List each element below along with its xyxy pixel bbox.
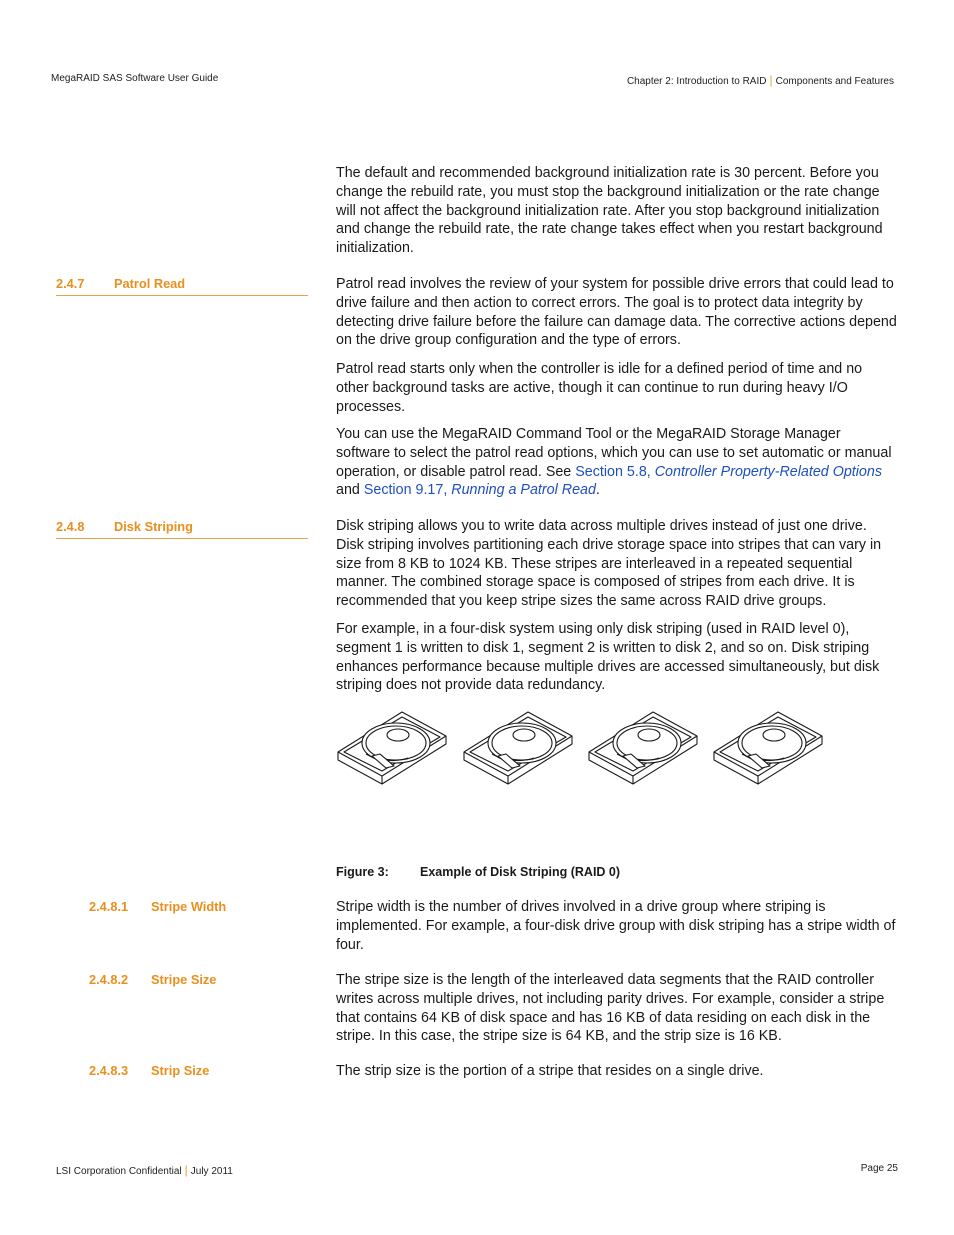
running-header-chapter bbox=[627, 73, 894, 87]
section-number: 2.4.7 bbox=[56, 276, 85, 291]
link-section-5-8-title: Controller Property-Related Options bbox=[654, 463, 882, 480]
patrol-read-p3-start: You can use the MegaRAID Command Tool or the MegaRAID Storage Manager software to select the patrol read options, which you can use to set automatic or manual operation, or disable patrol read. See bbox=[336, 426, 892, 480]
disk-drive-icon-3 bbox=[587, 708, 699, 788]
section-number: 2.4.8 bbox=[56, 519, 85, 534]
header-chapter: Chapter 2: Introduction to RAID bbox=[626, 76, 767, 87]
link-section-9-17-number: Section 9.17, bbox=[363, 482, 452, 499]
subsection-number: 2.4.8.2 bbox=[89, 972, 129, 987]
disk-drive-icon-4 bbox=[712, 708, 824, 788]
figure-title: Example of Disk Striping (RAID 0) bbox=[420, 865, 621, 879]
disk-striping-paragraph-1: Disk striping allows you to write data across multiple drives instead of just one drive. Disk striping involves partitioning each drive storage space into stripes that can vary in size from 8 KB to 1024 KB. These stripes are interleaved in a repeated sequential manner. The combined storage space is composed of stripes from each drive. It is recommended that you keep stripe sizes the same across RAID drive groups. bbox=[336, 518, 882, 610]
section-title: Patrol Read bbox=[114, 276, 186, 291]
patrol-read-paragraph-2: Patrol read starts only when the controller is idle for a defined period of time and no other background tasks are active, though it can continue to run during heavy I/O processes. bbox=[336, 361, 863, 415]
patrol-read-p3-and: and bbox=[336, 482, 364, 499]
subsection-number: 2.4.8.3 bbox=[89, 1063, 129, 1078]
subsection-heading-strip-size bbox=[89, 1063, 209, 1078]
patrol-read-paragraph-1: Patrol read involves the review of your system for possible drive errors that could lead to drive failure and then action to correct errors. The goal is to protect data integrity by detecting drive failure before the failure can damage data. The corrective actions depend on the drive group configuration and the type of errors. bbox=[336, 276, 897, 349]
footer-date: July 2011 bbox=[190, 1166, 233, 1177]
disk-striping-paragraph-2: For example, in a four-disk system using only disk striping (used in RAID level 0), segment 1 is written to disk 1, segment 2 is written to disk 2, and so on. Disk striping enhances performance because multiple drives are accessed simultaneously, but disk striping does not provide data redundancy. bbox=[336, 621, 880, 694]
section-heading-patrol-read bbox=[56, 276, 308, 296]
header-section: Components and Features bbox=[775, 76, 894, 87]
strip-size-paragraph: The strip size is the portion of a stripe that resides on a single drive. bbox=[336, 1063, 764, 1079]
disk-drive-icon-1 bbox=[336, 708, 448, 788]
footer-left bbox=[56, 1163, 233, 1177]
subsection-title: Stripe Width bbox=[151, 899, 227, 914]
subsection-heading-stripe-size bbox=[89, 972, 216, 987]
patrol-read-paragraph-3 bbox=[336, 425, 898, 500]
disk-drive-icon-2 bbox=[462, 708, 574, 788]
subsection-title: Strip Size bbox=[151, 1063, 210, 1078]
figure-caption bbox=[336, 865, 620, 879]
subsection-title: Stripe Size bbox=[151, 972, 217, 987]
patrol-read-p3-end: . bbox=[595, 482, 600, 499]
section-heading-disk-striping bbox=[56, 519, 308, 539]
footer-company: LSI Corporation Confidential bbox=[56, 1166, 182, 1177]
footer-page-number: Page 25 bbox=[860, 1163, 898, 1174]
running-header-title: MegaRAID SAS Software User Guide bbox=[51, 73, 219, 84]
intro-paragraph: The default and recommended background initialization rate is 30 percent. Before you change the rebuild rate, you must stop the background initialization or the rate change will not affect the background initialization rate. After you stop background initialization and change the rebuild rate, the rate change takes effect when you restart background initialization. bbox=[336, 165, 883, 257]
stripe-size-paragraph: The stripe size is the length of the interleaved data segments that the RAID controller writes across multiple drives, not including parity drives. For example, consider a stripe that contains 64 KB of disk space and has 16 KB of data residing on each disk in the stripe. In this case, the stripe size is 64 KB, and the strip size is 16 KB. bbox=[336, 972, 885, 1045]
link-section-5-8-number: Section 5.8, bbox=[575, 463, 655, 480]
link-section-5-8[interactable] bbox=[575, 464, 882, 480]
link-section-9-17-title: Running a Patrol Read bbox=[451, 482, 596, 499]
section-title: Disk Striping bbox=[114, 519, 193, 534]
subsection-heading-stripe-width bbox=[89, 899, 226, 914]
link-section-9-17[interactable] bbox=[364, 482, 596, 498]
header-separator: | bbox=[769, 73, 773, 87]
subsection-number: 2.4.8.1 bbox=[89, 899, 129, 914]
figure-label: Figure 3: bbox=[336, 865, 389, 879]
footer-separator: | bbox=[184, 1163, 188, 1177]
stripe-width-paragraph: Stripe width is the number of drives involved in a drive group where striping is implemented. For example, a four-disk drive group with disk striping has a stripe width of four. bbox=[336, 899, 896, 953]
